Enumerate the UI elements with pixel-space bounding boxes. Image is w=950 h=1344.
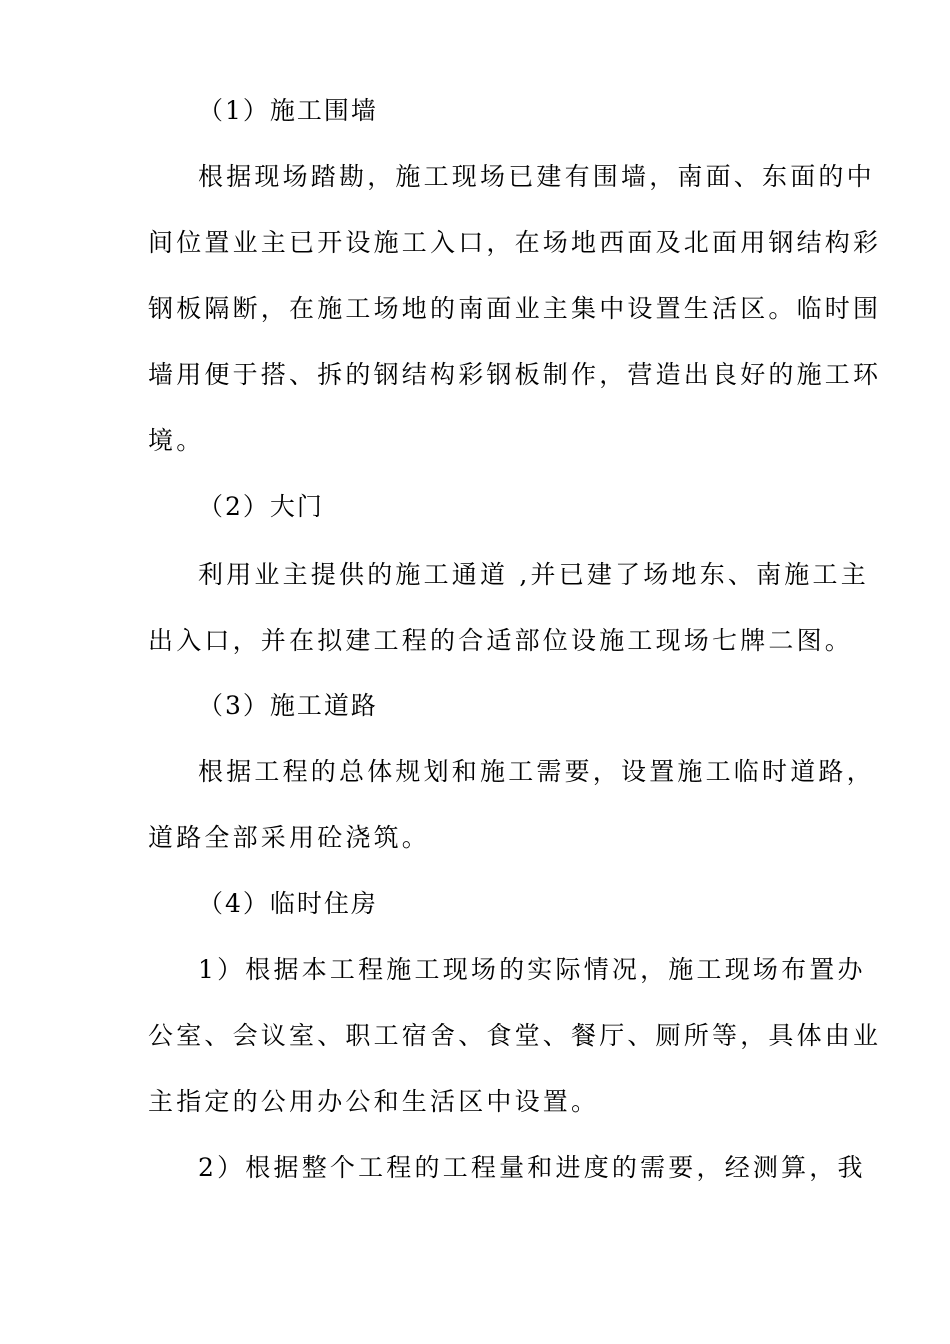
paragraph-line: 利用业主提供的施工通道 ,并已建了场地东、南施工主 <box>198 560 869 589</box>
paragraph-line: 墙用便于搭、拆的钢结构彩钢板制作，营造出良好的施工环 <box>148 360 882 389</box>
paragraph-line: 出入口，并在拟建工程的合适部位设施工现场七牌二图。 <box>148 626 854 655</box>
list-item-line: 2）根据整个工程的工程量和进度的需要，经测算，我 <box>198 1153 866 1182</box>
paragraph-line: 道路全部采用砼浇筑。 <box>148 823 431 852</box>
paragraph-line: 钢板隔断，在施工场地的南面业主集中设置生活区。临时围 <box>148 294 882 323</box>
paragraph-line: 境。 <box>148 426 205 455</box>
list-item-line: 公室、会议室、职工宿舍、食堂、餐厅、厕所等，具体由业 <box>148 1021 882 1050</box>
paragraph-line: 间位置业主已开设施工入口，在场地西面及北面用钢结构彩 <box>148 228 882 257</box>
paragraph-line: 根据现场踏勘，施工现场已建有围墙，南面、东面的中 <box>198 162 875 191</box>
section-heading-2: （2）大门 <box>198 492 324 521</box>
section-heading-4: （4）临时住房 <box>198 889 378 918</box>
list-item-line: 主指定的公用办公和生活区中设置。 <box>148 1087 600 1116</box>
section-heading-1: （1）施工围墙 <box>198 96 378 125</box>
list-item-line: 1）根据本工程施工现场的实际情况，施工现场布置办 <box>198 955 866 984</box>
paragraph-line: 根据工程的总体规划和施工需要，设置施工临时道路， <box>198 757 875 786</box>
section-heading-3: （3）施工道路 <box>198 691 378 720</box>
